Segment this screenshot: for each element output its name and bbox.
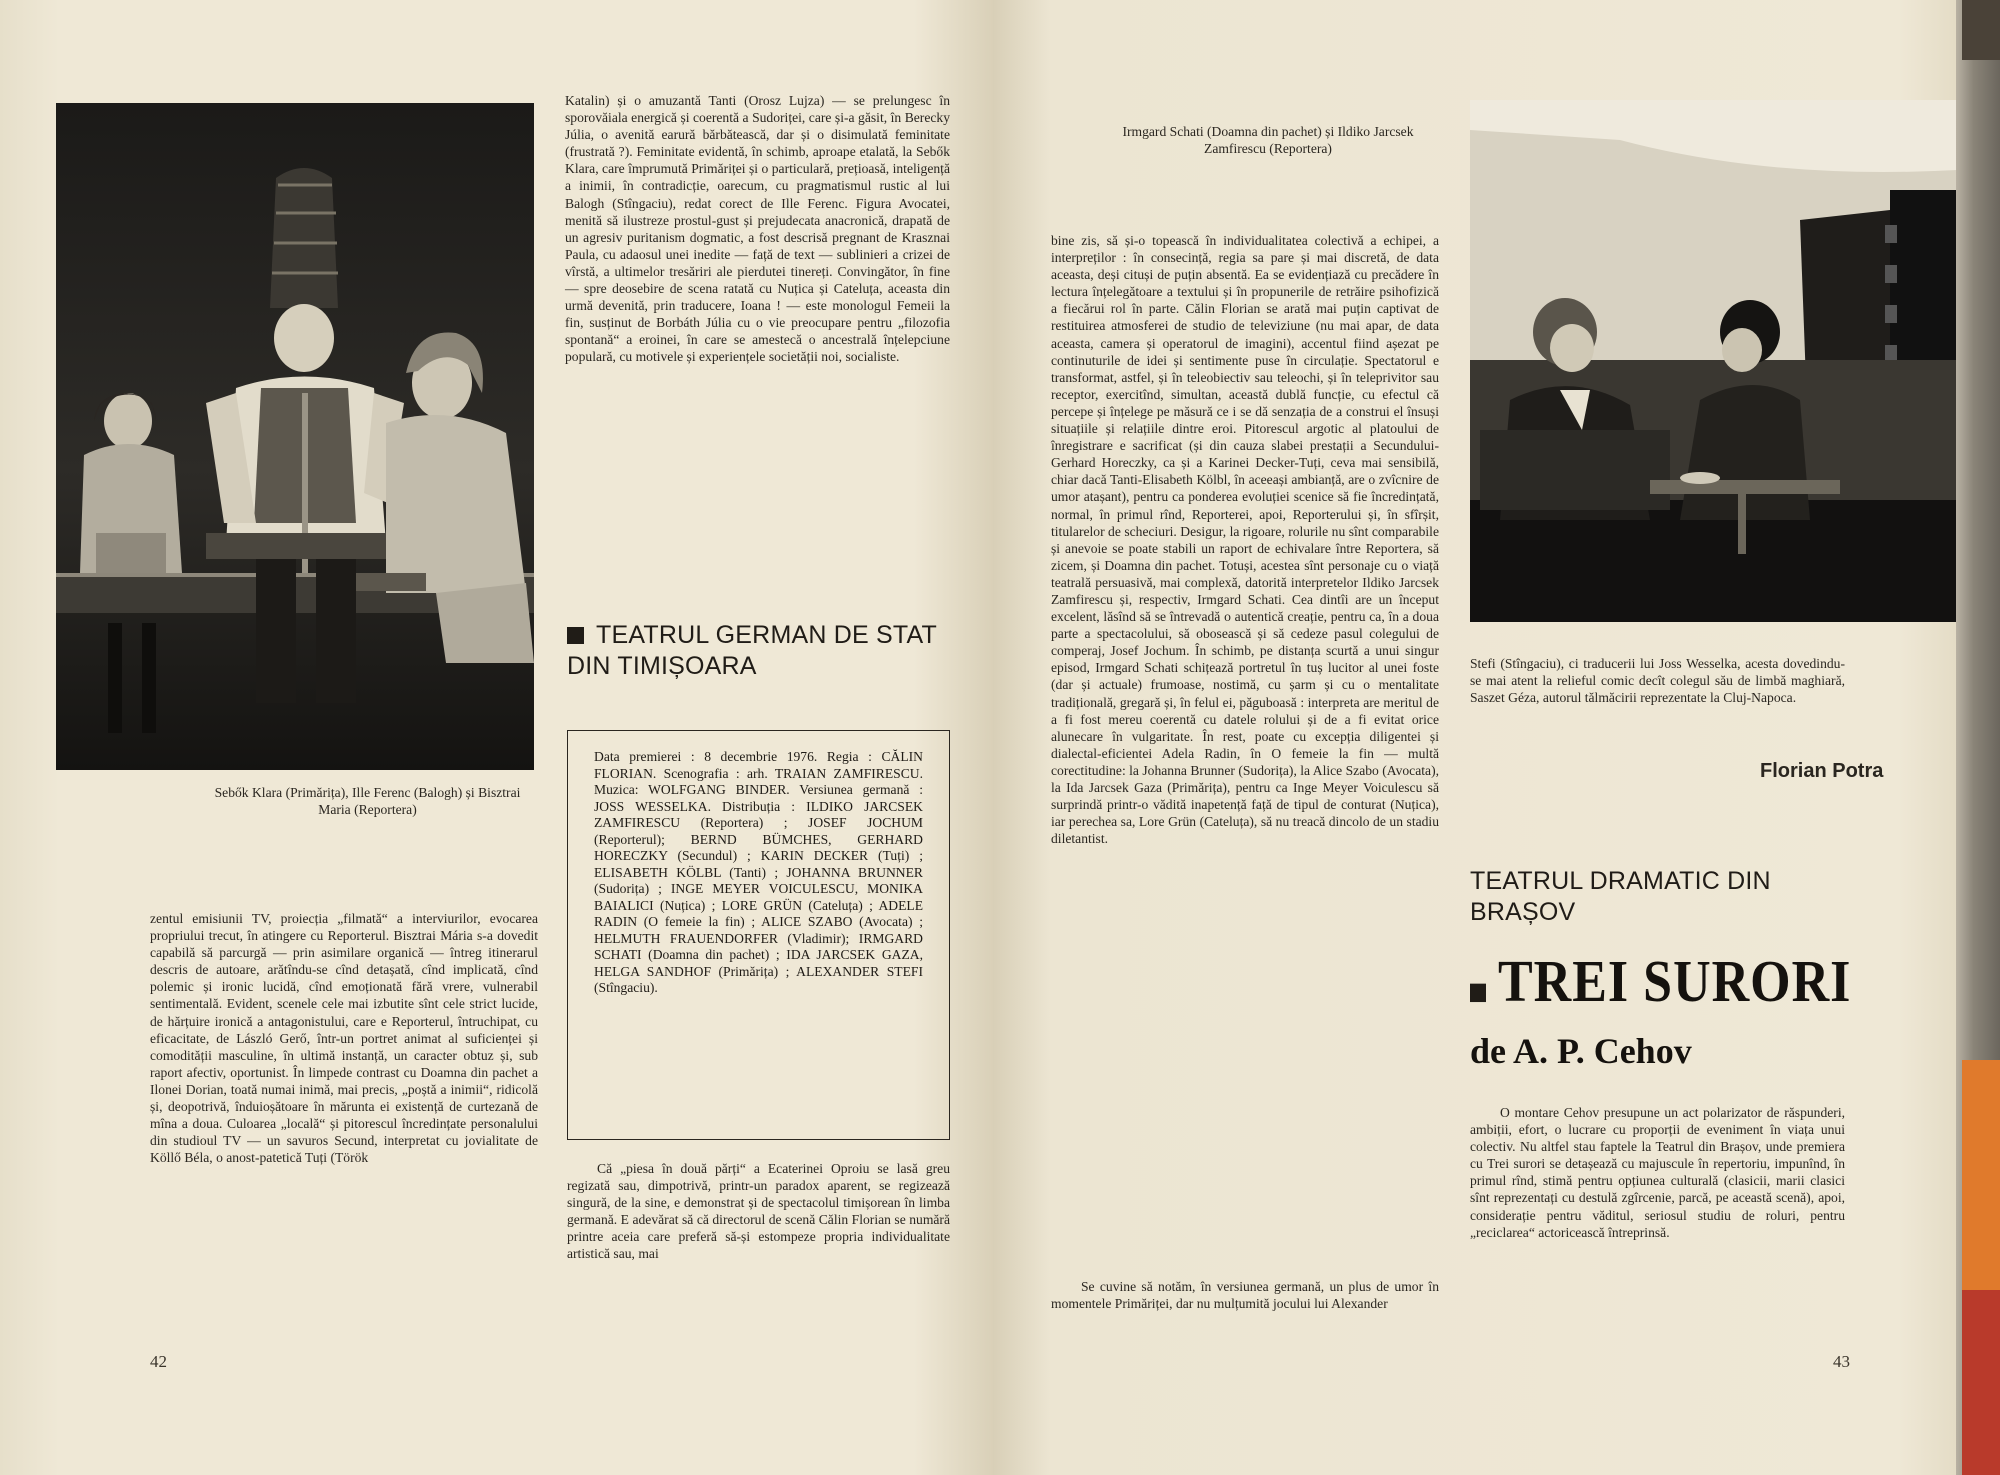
edge-tab-dark — [1962, 0, 2000, 60]
page-number-right: 43 — [1833, 1352, 1850, 1371]
right-column-2-bottom-text: O montare Cehov presupune un act polarizator de răspunderi, ambiții, efort, o lucrare cu proporții de eveniment în viața unui colectiv. Nu altfel stau faptele la Teatrul din Brașov, unde premiera cu Trei surori se detașează cu majuscule în repertoriu, impunînd, în primul rînd, stimă pentru opțiunea culturală (clasicii, marii clasici sînt reprezentați cu destulă zgîrcenie, parcă, pe această scenă), apoi, considerație pentru văditul, seriosul studiu de roluri, pentru „reciclarea“ actoricească întreprinsă. — [1470, 1105, 1845, 1240]
article-author: Florian Potra — [1760, 760, 1884, 782]
stage-photo-right — [1470, 100, 1957, 622]
stage-photo-left — [56, 103, 534, 770]
photo-caption-right: Irmgard Schati (Doamna din pachet) și Ildiko Jarcsek Zamfirescu (Reportera) — [1122, 124, 1414, 156]
play-subtitle: de A. P. Cehov — [1470, 1031, 1692, 1071]
edge-tab-orange — [1962, 1060, 2000, 1290]
section-heading-timisoara — [567, 620, 967, 682]
left-column-1-text: zentul emisiunii TV, proiecția „filmată“ a interviurilor, evocarea propriului trecut, în atingere cu Reporterul. Bisztrai Mária s-a dovedit capabilă să parcurgă — prin asimilare organică — întreg itinerarul descris de autoare, arătîndu-se cînd detașată, cînd implicată, cînd polemic și ironic lucidă, cînd emoționată fără vrere, vulnerabil sentimentală. Evident, scenele cele mai izbutite sînt cele strict lucide, de hărțuire ironică a antagonistului, care e Reporterul, întruchipat, cu eficacitate, de László Gerő, într-un portret animat al suficienței și comodității masculine, în ultimă instanță, un caracter obtuz și, sub raport afectiv, oportunist. În limpede contrast cu Doamna din pachet a Ilonei Dorian, toată numai inimă, mai precis, „poștă a inimii“, ridicolă și, deopotrivă, înduioșătoare în mărunta ei existență de curtezană de mîna a doua. Culoarea „locală“ și pitorescul încredințate personalului din studioul TV — un savuros Secund, interpretat cu jovialitate de Köllő Béla, o anost-patetică Tuți (Török — [150, 911, 538, 1166]
right-column-2-text: Stefi (Stîngaciu), ci traducerii lui Joss Wesselka, acesta dovedindu-se mai atent la relieful comic decît colegul său de limbă maghiară, Saszet Géza, autorul tălmăcirii reprezentate la Cluj-Napoca. — [1470, 656, 1845, 706]
play-title — [1470, 948, 1851, 1016]
page-number-left: 42 — [150, 1352, 167, 1371]
section-heading-brasov — [1470, 866, 1790, 928]
left-column-2-bottom-text: Că „piesa în două părți“ a Ecaterinei Oproiu se lasă greu regizată sau, dimpotrivă, printr-un paradox aparent, se regizează singură, de la sine, e demonstrat și de spectacolul timișorean în limba germană. E adevărat să că directorul de scenă Călin Florian se numără printre aceia care preferă să-și estompeze propria individualitate artistică sau, mai — [567, 1161, 950, 1262]
credits-text: Data premierei : 8 decembrie 1976. Regia : CĂLIN FLORIAN. Scenografia : arh. TRAIAN ZAMFIRESCU. Muzica: WOLFGANG BINDER. Versiunea germană : JOSS WESSELKA. Distribuția : ILDIKO JARCSEK ZAMFIRESCU (Reportera) ; JOSEF JOCHUM (Reporterul); BERND BÜMCHES, GERHARD HORECZKY (Secundul) ; KARIN DECKER (Tuți) ; ELISABETH KÖLBL (Tanti) ; JOHANNA BRUNNER (Sudorița) ; INGE MEYER VOICULESCU, MONIKA BAIALICI (Nuțica) ; LORE GRÜN (Cateluța) ; ADELE RADIN (O femeie la fin) ; ALICE SZABO (Avocata) ; HELMUTH FRAUENDORFER (Vladimir); IRMGARD SCHATI (Doamna din pachet) ; IDA JARCSEK GAZA, HELGA SANDHOF (Primărița) ; ALEXANDER STEFI (Stîngaciu). — [594, 749, 923, 995]
heading-text: TEATRUL GERMAN DE STAT DIN TIMIȘOARA — [567, 621, 937, 680]
right-column-1-text: bine zis, să și-o topească în individualitatea colectivă a echipei, a interpreților : în consecință, regia sa pare și mai discretă, de data aceasta, deși cituși de puțin absentă. Ea se evidențiază cu precădere în lectura înțelegătoare a textului și în propunerile de retrăire psihofizică a fiecărui rol în parte. Călin Florian se arată mai puțin captivat de restituirea atmosferei de studio de televiziune (nu mai apar, de data aceasta, camera și operatorul de imagini), accentul fiind așezat pe continuturile de idei și sentimente puse în circulație. Spectatorul e transformat, astfel, și în teleobiectiv sau teleochi, și în teleprivitor sau receptor, exercitînd, simultan, această dublă funcție, cu efectul că percepe și înțelege pe măsură ce i se dă senzația de a construi el însuși situațiile și relațiile dintre eroi. Pitorescul argotic al platoului de înregistrare e sacrificat (și din cauza slabei prestații a Secundului-Gerhard Horeczky, ca și a Karinei Decker-Tuți, ceva mai sensibilă, chiar dacă Tanti-Elisabeth Kölbl, în aceeași ambianță, are o zvîcnire de umor atașant), pentru ca ponderea evoluției scenice să fie încredințată, normal, în primul rînd, Reporterei, apoi, Reporterului și, în sfîrșit, titularelor de scheciuri. Desigur, la rigoare, rolurile nu sînt comparabile și anevoie se poate stabili un raport de echivalare între Reportera, să zicem, și Doamna din pachet. Totuși, acestea sînt personaje cu o viață teatrală persuasivă, mai complexă, datorită interpretelor Ildiko Jarcsek Zamfirescu și, respectiv, Irmgard Schati. Cea dintîi are un început excelent, lăsînd să se întrevadă o autentică creație, pentru ca, în a doua parte a spectacolului, să obosească și să cedeze pasul colegului de comperaj, Josef Jochum. În schimb, pe distanța scurtă a unui singur episod, Irmgard Schati schițează portretul în tuș lucitor al unei foste (dar și actuale) frumoase, nostimă, cu șarm și cu o mentalitate tradițională, gregară și, în felul ei, păguboasă : interpreta are meritul de a fi fost mereu coerentă cu datele rolului și de a fi evitat orice alunecare în vulgaritate. În rest, poate cu excepția diligentei și dialectal-eficientei Adela Radin, în O femeie la fin — multă corectitudine: la Johanna Brunner (Sudorița), la Alice Szabo (Avocata), la Ida Jarcsek Gaza (Primărița), pentru ca Inge Meyer Voiculescu să surprindă printr-o vădită inapetență față de tipul de conturat (Nuțica), iar perechea sa, Lore Grün (Cateluța), să nu treacă dincolo de un stadiu diletantist. — [1051, 233, 1439, 847]
right-page — [993, 0, 1956, 1475]
left-page — [0, 0, 993, 1475]
title-bullet-icon — [1470, 984, 1486, 1002]
photo-caption-left: Sebők Klara (Primărița), Ille Ferenc (Balogh) și Bisztrai Maria (Reportera) — [214, 785, 521, 817]
left-column-2-text: Katalin) și o amuzantă Tanti (Orosz Lujza) — se prelungesc în sporovăiala energică și coerentă a Sudoriței, care și-a găsit, în Berecky Júlia, o avenită earură bărbătească, dar și o disimulată feminitate (frustrată ?). Feminitate evidentă, în schimb, aproape etalată, la Sebők Klara, care împrumută Primăriței și o particulară, prețioasă, inteligență a inimii, în contradicție, oarecum, cu pragmatismul rustic al lui Balogh (Stîngaciu), redat corect de Ille Ferenc. Figura Avocatei, menită să ilustreze prostul-gust și prejudecata anacronică, drapată de un agresiv puritanism dogmatic, a fost descrisă pregnant de Krasznai Paula, cu adaosul unei inedite — față de text — sublinieri a crizei de vîrstă, a ultimelor tresăriri ale pierdutei tinereți. Convingător, în fine — spre deosebire de scena ratată cu Nuțica și Cateluța, aceasta din urmă devenită, prin traducere, Ioana ! — este monologul Femeii la fin, susținut de Borbáth Júlia cu o vie preocupare pentru „filozofia spontană“ a eroinei, în care se amestecă o ancestrală înțelepciune populară, cu motivele și experiențele societății noi, socialiste. — [565, 93, 950, 365]
play-title-text: TREI SURORI — [1498, 949, 1852, 1015]
right-column-1-bottom-text: Se cuvine să notăm, în versiunea germană, un plus de umor în momentele Primăriței, dar nu mulțumită jocului lui Alexander — [1051, 1279, 1439, 1312]
edge-tab-red — [1962, 1290, 2000, 1475]
heading-text-brasov: TEATRUL DRAMATIC DIN BRAȘOV — [1470, 867, 1771, 926]
heading-bullet-icon — [567, 627, 584, 644]
production-credits-box — [567, 730, 950, 1140]
